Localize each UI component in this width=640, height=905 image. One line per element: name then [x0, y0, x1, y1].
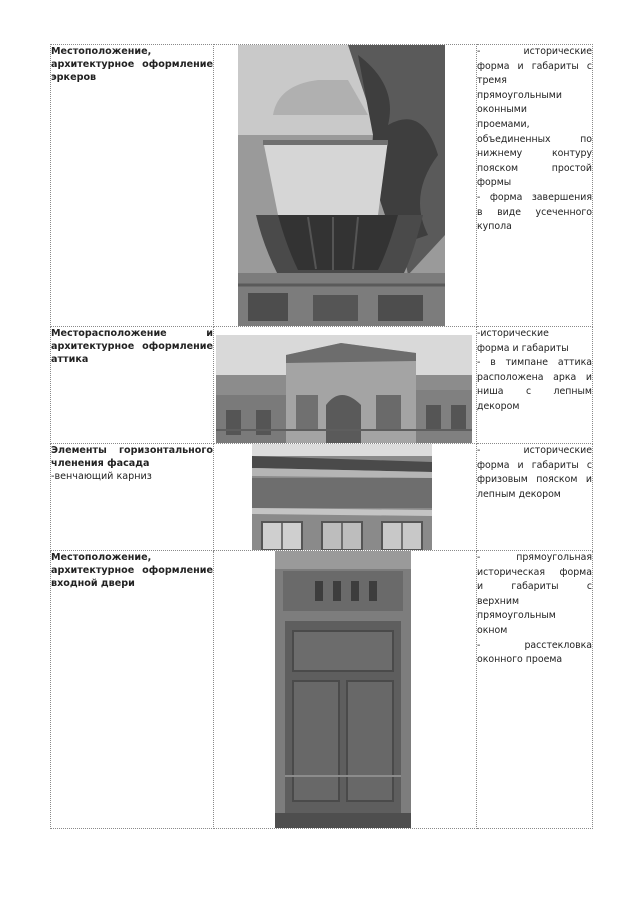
desc-line: - в тимпане аттика — [477, 357, 592, 369]
monument-elements-table — [50, 44, 593, 829]
element-description-cell — [477, 327, 593, 444]
desc-line: оконного проема — [477, 654, 563, 666]
desc-line: - расстекловка — [477, 639, 592, 651]
label-line: архитектурное оформление — [51, 565, 213, 576]
label-line: архитектурное оформление — [51, 341, 213, 352]
cornice-photo — [252, 444, 432, 550]
photo-cell — [214, 45, 477, 327]
desc-line: лепным декором — [477, 488, 561, 500]
label-line: эркеров — [51, 72, 97, 83]
desc-line: форма и габариты с — [477, 459, 592, 471]
label-line: входной двери — [51, 578, 135, 589]
photo-cell — [214, 327, 477, 444]
table-row — [51, 45, 593, 327]
desc-line: верхним — [477, 595, 520, 607]
table-row — [51, 444, 593, 551]
desc-line: пояском простой — [477, 162, 592, 174]
desc-line: форма и габариты — [477, 342, 569, 354]
photo-cell — [214, 551, 477, 829]
desc-line: купола — [477, 221, 512, 233]
label-line: Элементы горизонтального — [51, 445, 213, 456]
desc-line: - форма завершения — [477, 191, 592, 203]
element-label-cell — [51, 45, 214, 327]
element-label-cell — [51, 551, 214, 829]
element-description-cell — [477, 444, 593, 551]
desc-line: окном — [477, 624, 508, 636]
desc-line: тремя — [477, 75, 507, 87]
desc-line: в виде усеченного — [477, 206, 592, 218]
desc-line: объединенных по — [477, 133, 592, 145]
desc-line: - исторические — [477, 445, 592, 456]
desc-line: ниша с лепным — [477, 386, 592, 398]
desc-line: оконными — [477, 104, 527, 116]
bay-window-photo — [238, 45, 445, 326]
desc-line: нижнему контуру — [477, 148, 592, 160]
desc-line: -исторические — [477, 328, 549, 339]
desc-line: и габариты с — [477, 581, 592, 593]
label-line: аттика — [51, 354, 89, 365]
label-line: Местоположение, — [51, 552, 152, 563]
desc-line: фризовым пояском и — [477, 474, 592, 486]
photo-cell — [214, 444, 477, 551]
desc-line: расположена арка и — [477, 371, 592, 383]
desc-line: - исторические — [477, 46, 592, 57]
desc-line: формы — [477, 177, 512, 189]
table-row — [51, 327, 593, 444]
desc-line: проемами, — [477, 118, 530, 130]
desc-line: декором — [477, 400, 520, 412]
label-line: членения фасада — [51, 458, 150, 469]
desc-line: форма и габариты с — [477, 60, 592, 72]
element-label-cell — [51, 327, 214, 444]
desc-line: прямоугольным — [477, 610, 556, 622]
label-sub: -венчающий карниз — [51, 471, 152, 482]
label-line: Местоположение, — [51, 46, 152, 57]
element-label-cell — [51, 444, 214, 551]
label-line: архитектурное оформление — [51, 59, 213, 70]
label-line: Месторасположение и — [51, 328, 213, 339]
entrance-door-photo — [275, 551, 411, 828]
desc-line: - прямоугольная — [477, 552, 592, 563]
attic-photo — [216, 335, 472, 443]
element-description-cell — [477, 45, 593, 327]
desc-line: историческая форма — [477, 566, 592, 578]
desc-line: прямоугольными — [477, 89, 562, 101]
element-description-cell — [477, 551, 593, 829]
table-row — [51, 551, 593, 829]
